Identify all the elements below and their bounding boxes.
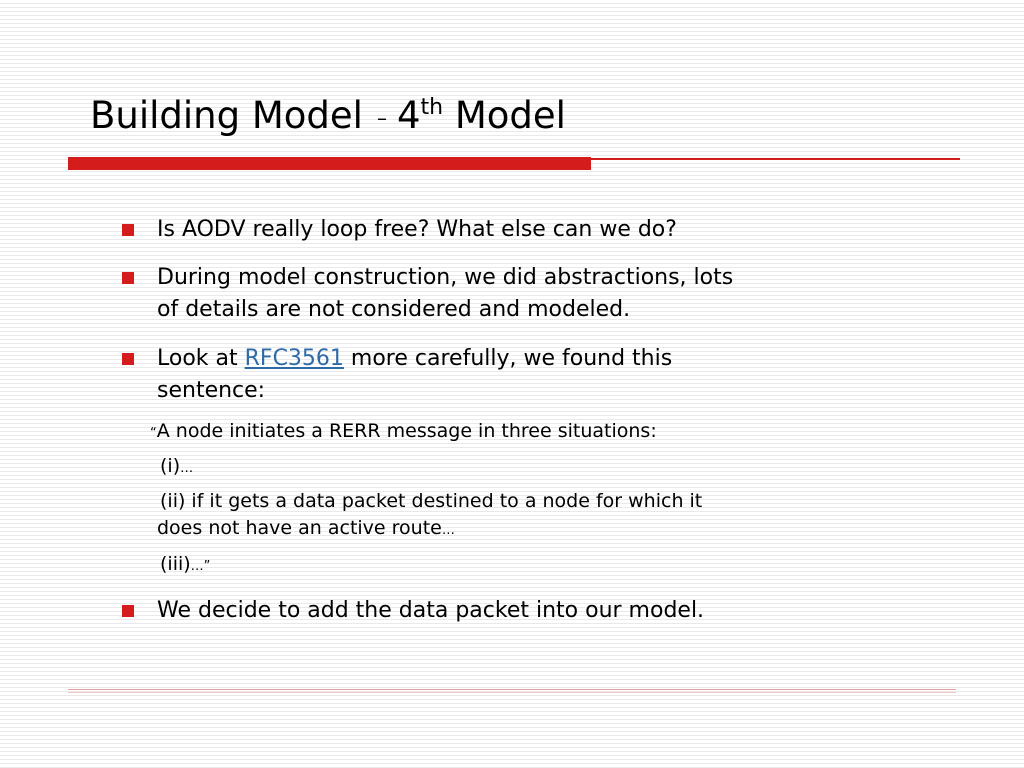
bullet-3-line-2: sentence:	[157, 378, 266, 403]
bullet-2-line-1: During model construction, we did abstractions, lots	[157, 265, 734, 290]
bullet-2-line-2: of details are not considered and modeled.	[157, 297, 631, 322]
bullet-marker-2	[122, 272, 134, 284]
footer-rule-secondary	[68, 692, 956, 693]
title-number: 4	[396, 94, 421, 137]
quote-item-2-line-1: (ii) if it gets a data packet destined to a node for which it	[160, 490, 703, 512]
quote-item-1: (i)…	[160, 455, 194, 477]
bullet-text-1: Is AODV really loop free? What else can we do?	[157, 217, 677, 242]
bullet-text-2	[157, 262, 897, 326]
rfc3561-link[interactable]: RFC3561	[244, 346, 344, 371]
footer-rule	[68, 689, 956, 690]
title-dash: –	[376, 105, 387, 130]
title-underline-thin	[591, 158, 960, 160]
ellipsis: …	[190, 559, 204, 574]
bullet-3-line-1	[157, 343, 897, 375]
bullet-text-3	[157, 343, 897, 407]
quote-item-2-line-2: does not have an active route…	[157, 517, 455, 539]
bullet-marker-3	[122, 353, 134, 365]
title-end: Model	[454, 94, 566, 137]
quote-open-mark: “	[150, 426, 157, 441]
bullet-3-prefix: Look at	[157, 346, 245, 371]
ellipsis: …	[441, 523, 455, 538]
ellipsis: …	[180, 461, 194, 476]
quote-item-3: (iii)…”	[160, 553, 211, 575]
bullet-marker-1	[122, 224, 134, 236]
quote-line	[150, 417, 657, 448]
title-underline-thick	[68, 157, 591, 170]
quote-close-mark: ”	[203, 559, 211, 574]
quote-text: A node initiates a RERR message in three situations:	[156, 420, 657, 442]
title-superscript: th	[420, 95, 444, 120]
bullet-marker-4	[122, 605, 134, 617]
title-main: Building Model	[90, 94, 363, 137]
slide-title	[90, 88, 566, 146]
bullet-3-suffix: more carefully, we found this	[343, 346, 673, 371]
bullet-text-4: We decide to add the data packet into our model.	[157, 598, 705, 623]
